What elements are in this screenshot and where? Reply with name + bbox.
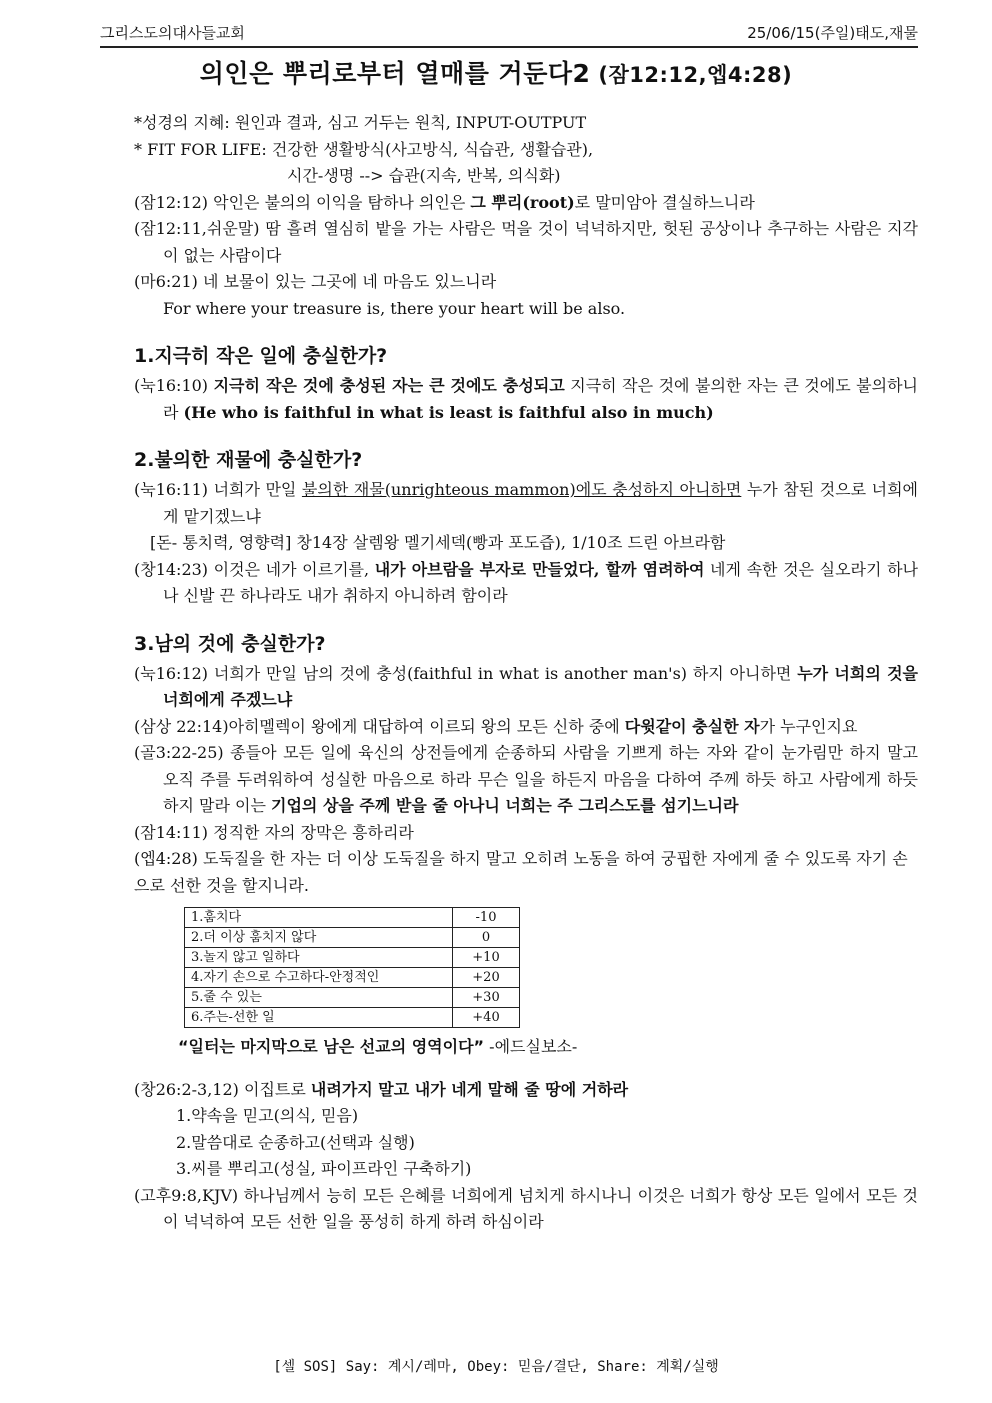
verse-text: (잠12:12) 악인은 불의의 이익을 탐하나 의인은 [134,192,471,212]
intro-fit-line2: 시간-생명 --> 습관(지속, 반복, 의식화) [287,166,561,185]
sermon-date: 25/06/15(주일)태도,재물 [747,24,918,42]
table-cell-value: +20 [453,968,520,988]
verse-luke-16-10 [134,373,918,426]
verse-eph-4-28: (엡4:28) 도둑질을 한 자는 더 이상 도둑질을 하지 말고 오히려 노동을 하여 궁핍한 자에게 줄 수 있도록 자기 손으로 선한 것을 할지니라. [134,849,908,895]
verse-emphasis: 다윗같이 충실한 자 [624,716,760,736]
table-cell-value: +30 [453,988,520,1008]
verse-prov-12-12 [134,190,918,217]
work-scale-table [184,907,520,1028]
verse-matt-6-21-english: For where your treasure is, there your heart will be also. [163,298,626,318]
verse-emphasis: 누가 너희의 것을 너희에게 주겠느냐 [163,663,919,709]
verse-emphasis: 내려가지 말고 내가 네게 말해 줄 땅에 거하라 [310,1079,629,1099]
verse-text: 네게 속한 것은 실오라기 하나나 신발 끈 하나라도 내가 취하지 아니하려 함이라 [163,559,918,605]
table-cell-label: 2.더 이상 훔치지 않다 [185,928,453,948]
table-row [185,928,520,948]
page-header [100,20,918,48]
list-item: 2.말씀대로 순종하고(선택과 실행) [176,1132,415,1152]
list-item: 3.씨를 뿌리고(성실, 파이프라인 구축하기) [176,1159,472,1178]
verse-prov-14-11: (잠14:11) 정직한 자의 장막은 흥하리라 [134,822,414,842]
verse-text: 지극히 작은 것에 불의한 자는 큰 것에도 불의하니라 [163,376,919,422]
table-row [185,908,520,928]
quote-author: -에드실보소- [484,1037,578,1056]
verse-1sam-22-14 [134,714,918,741]
verse-prov-12-11: (잠12:11,쉬운말) 땀 흘려 열심히 밭을 가는 사람은 먹을 것이 넉넉하지만, 헛된 공상이나 추구하는 사람은 지각이 없는 사람이다 [134,219,918,265]
verse-english: (faithful in what is another man's) [407,663,688,683]
table-row [185,968,520,988]
table-cell-label: 3.놀지 않고 일하다 [185,948,453,968]
table-cell-label: 4.자기 손으로 수고하다-안정적인 [185,968,453,988]
title-main: 의인은 뿌리로부터 열매를 거둔다2 [199,59,591,88]
verse-gen-14-23 [134,557,918,610]
cell-sos-footer: [셀 SOS] Say: 계시/레마, Obey: 믿음/결단, Share: 계획/실행 [273,1359,719,1375]
table-cell-label: 5.줄 수 있는 [185,988,453,1008]
table-cell-value: 0 [453,928,520,948]
quote-text: “일터는 마지막으로 남은 선교의 영역이다” [178,1037,485,1056]
verse-text: 로 말미암아 결실하느니라 [574,192,755,212]
list-item: 1.약속을 믿고(의식, 믿음) [176,1106,359,1125]
verse-underlined: 불의한 재물(unrighteous mammon)에도 충성하지 아니하면 [301,480,742,499]
table-row [185,1008,520,1028]
verse-matt-6-21: (마6:21) 네 보물이 있는 그곳에 네 마음도 있느니라 [134,272,497,291]
page-title [0,54,992,90]
verse-text: (창14:23) 이것은 네가 이르기를, [134,559,375,579]
verse-gen-26-2 [134,1077,918,1104]
verse-emphasis: 내가 아브람을 부자로 만들었다, 할까 염려하여 [374,559,705,579]
verse-text: (눅16:10) [134,376,214,395]
title-reference: (잠12:12,엡4:28) [598,63,793,87]
verse-text: (눅16:11) 너희가 만일 [134,480,302,499]
verse-english: (He who is faithful in what is least is faithful also in much) [183,402,714,422]
table-row [185,948,520,968]
verse-emphasis: 그 뿌리(root) [470,192,575,212]
verse-emphasis: 지극히 작은 것에 충성된 자는 큰 것에도 충성되고 [213,376,565,395]
verse-luke-16-11 [134,477,918,530]
verse-text: 누가 참된 것으로 너희에게 맡기겠느냐 [163,480,918,526]
table-cell-value: +10 [453,948,520,968]
section-heading-1: 1.지극히 작은 일에 충실한가? [134,345,388,367]
note-money: [돈- 통치력, 영향력] 창14장 살렘왕 멜기세덱(빵과 포도즙), 1/10조 드린 아브라함 [150,533,726,552]
table-cell-value: -10 [453,908,520,928]
verse-text: (골3:22-25) 종들아 모든 일에 육신의 상전들에게 순종하되 사람을 기쁘게 하는 자와 같이 눈가림만 하지 말고 오직 주를 두려워하여 성실한 마음으로 하라 무슨 일을 하든지 마음을 다하여 주께 하듯 하고 사람에게 하듯 하지 말라 이는 [134,743,918,815]
verse-col-3-22 [134,740,918,820]
church-name: 그리스도의대사들교회 [100,24,245,42]
sermon-body [134,110,918,1236]
verse-emphasis: 기업의 상을 주께 받을 줄 아나니 너희는 주 그리스도를 섬기느니라 [271,796,739,815]
table-cell-value: +40 [453,1008,520,1028]
verse-text: (삼상 22:14)아히멜렉이 왕에게 대답하여 이르되 왕의 모든 신하 중에 [134,716,625,736]
verse-2cor-9-8: (고후9:8,KJV) 하나님께서 능히 모든 은혜를 너희에게 넘치게 하시나니 이것은 너희가 항상 모든 일에서 모든 것이 넉넉하여 모든 선한 일을 풍성히 하게 하려 하심이라 [134,1185,918,1231]
intro-wisdom: *성경의 지혜: 원인과 결과, 심고 거두는 원칙, INPUT-OUTPUT [134,113,587,132]
table-cell-label: 6.주는-선한 일 [185,1008,453,1028]
verse-text: (창26:2-3,12) 이집트로 [134,1079,311,1099]
intro-fit-line1: * FIT FOR LIFE: 건강한 생활방식(사고방식, 식습관, 생활습관), [134,139,594,159]
section-heading-3: 3.남의 것에 충실한가? [134,632,326,655]
verse-text: 하지 아니하면 [687,663,798,683]
verse-text: (눅16:12) 너희가 만일 남의 것에 충성 [134,663,408,683]
section-heading-2: 2.불의한 재물에 충실한가? [134,449,363,471]
verse-luke-16-12 [134,661,918,714]
mission-quote [134,1034,918,1061]
table-cell-label: 1.훔치다 [185,908,453,928]
verse-text: 가 누구인지요 [759,716,858,736]
table-row [185,988,520,1008]
